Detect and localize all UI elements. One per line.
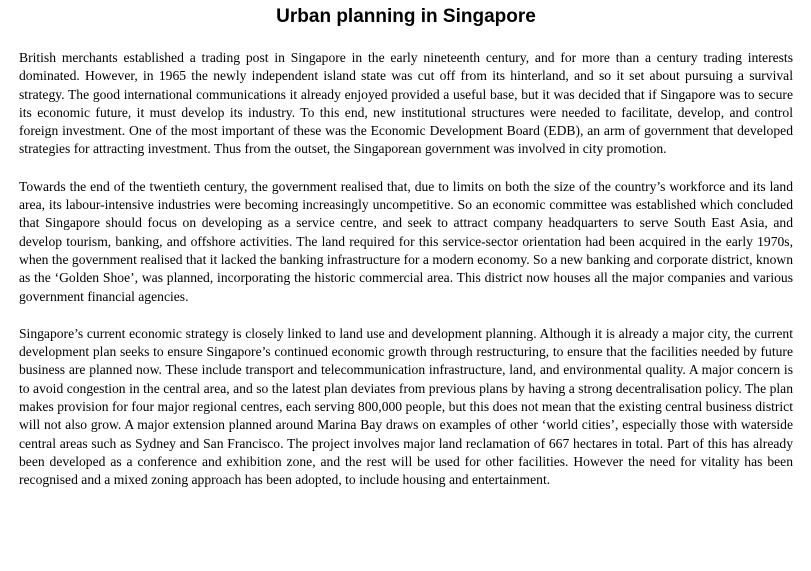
paragraph-service-sector: Towards the end of the twentieth century, the government realised that, due to limits on both the size of the country’s workforce and its land area, its labour-intensive industries were becoming increasingly uncompetitive. So an economic committee was established which concluded that Singapore should focus on developing as a service centre, and seek to attract company headquarters to serve South East Asia, and develop tourism, banking, and offshore activities. The land required for this service-sector orientation had been acquired in the early 1970s, when the government realised that it lacked the banking infrastructure for a modern economy. So a new banking and corporate district, known as the ‘Golden Shoe’, was planned, incorporating the historic commercial area. This district now houses all the major companies and various government financial agencies. — [19, 178, 793, 304]
paragraph-current-strategy: Singapore’s current economic strategy is closely linked to land use and development planning. Although it is already a major city, the current development plan seeks to ensure Singapore’s continued economic growth through restructuring, to ensure that the facilities needed by future business are planned now. These include transport and telecommunication infrastructure, land, and environmental quality. A major concern is to avoid congestion in the central area, and so the latest plan deviates from previous plans by having a strong decentralisation policy. The plan makes provision for four major regional centres, each serving 800,000 people, but this does not mean that the existing central business district will not also grow. A major extension planned around Marina Bay draws on examples of other ‘world cities’, especially those with waterside central areas such as Sydney and San Francisco. The project involves major land reclamation of 667 hectares in total. Part of this has already been developed as a conference and exhibition zone, and the rest will be used for other facilities. However the need for vitality has been recognised and a mixed zoning approach has been adopted, to include housing and entertainment. — [19, 325, 793, 488]
document-title: Urban planning in Singapore — [276, 6, 536, 27]
paragraph-history: British merchants established a trading post in Singapore in the early nineteenth century, and for more than a century trading interests dominated. However, in 1965 the newly independent island state was cut off from its hinterland, and so it set about pursuing a survival strategy. The good international communications it already enjoyed provided a useful base, but it was decided that if Singapore was to secure its economic future, it must develop its industry. To this end, new institutional structures were needed to facilitate, develop, and control foreign investment. One of the most important of these was the Economic Development Board (EDB), an arm of government that developed strategies for attracting investment. Thus from the outset, the Singaporean government was involved in city promotion. — [19, 50, 793, 157]
